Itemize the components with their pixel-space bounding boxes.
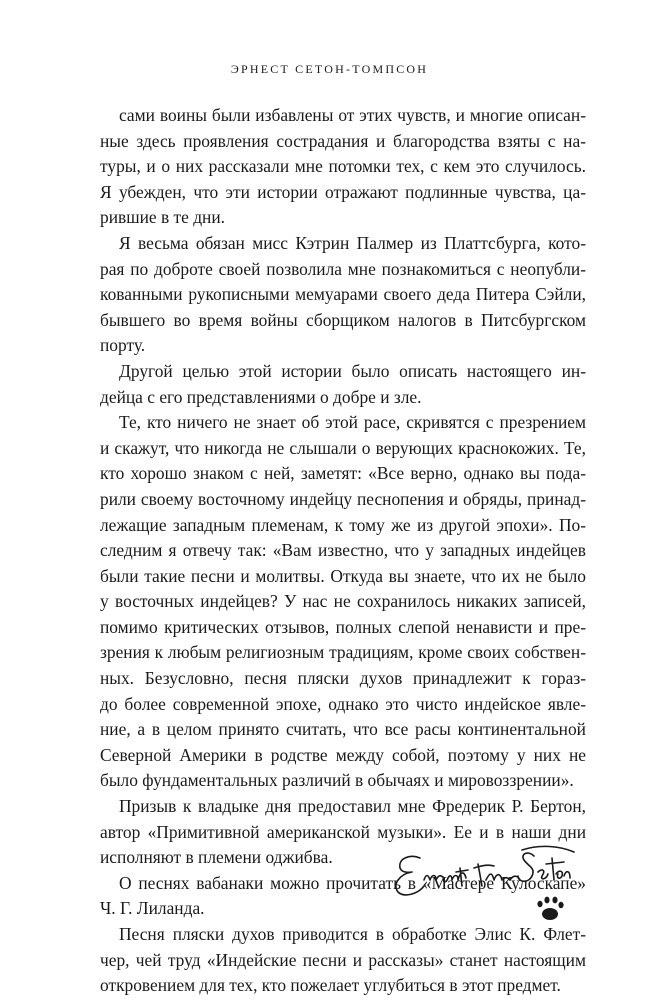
text-line: Песня пляски духов приводится в обработке Элис К. Флет- — [119, 924, 586, 944]
text-line: туры, и о них рассказали мне потомки тех, с кем это случилось. — [100, 156, 586, 177]
text-line: Я весьма обязан мисс Кэтрин Палмер из Платтсбурга, кото- — [119, 232, 586, 253]
text-line: дейца с его представлениями о добре и зле. — [100, 386, 422, 407]
text-line: рая по доброте своей позволила мне познакомиться с неопубли- — [100, 258, 586, 279]
text-line: были такие песни и молитвы. Откуда вы знаете, что их не было — [100, 565, 586, 586]
text-line: Ч. Г. Лиланда. — [100, 898, 205, 919]
text-line: Другой целью этой истории было описать настоящего ин- — [119, 360, 586, 381]
text-line: исполняют в племени оджибва. — [100, 847, 333, 868]
text-line: Те, кто ничего не знает об этой расе, скривятся с презрением — [119, 412, 586, 433]
running-head: ЭРНЕСТ СЕТОН-ТОМПСОН — [230, 62, 429, 76]
paw-print-icon — [537, 897, 563, 920]
text-line: чер, чей труд «Индейские песни и рассказы» станет настоящим — [100, 949, 586, 970]
text-line: Северной Америки в родстве между собой, поэтому у них не — [100, 744, 586, 765]
text-line: и скажут, что никогда не слышали о верующих краснокожих. Те, — [100, 437, 586, 458]
text-line: ных. Безусловно, песня пляски духов принадлежит к гораз- — [100, 668, 586, 689]
text-line: ные здесь проявления сострадания и благородства взяты с на- — [100, 130, 586, 151]
text-line: порту. — [100, 335, 146, 356]
text-line: было фундаментальных различий в обычаях и мировоззрении». — [100, 770, 574, 791]
text-line: Я убежден, что эти истории отражают подлинные чувства, ца- — [100, 181, 586, 202]
text-line: рили своему восточному индейцу песнопения и обряды, принад- — [100, 488, 586, 509]
text-line: О песнях вабанаки можно прочитать в «Мастере Кулоскапе» — [119, 872, 586, 893]
text-line: откровением для тех, кто пожелает углубиться в этот предмет. — [100, 975, 561, 996]
text-line: зрения к любым религиозным традициям, кроме своих собствен- — [100, 642, 586, 663]
text-line: кто хорошо знаком с ней, заметят: «Все верно, однако вы пода- — [100, 463, 586, 484]
text-line: рившие в те дни. — [100, 207, 226, 228]
text-line: до более современной эпохе, однако это чисто индейское явле- — [100, 693, 586, 714]
text-line: у восточных индейцев? У нас не сохранилось никаких записей, — [100, 591, 586, 612]
text-line: бывшего во время войны сборщиком налогов в Питсбургском — [100, 309, 586, 330]
text-line: лежащие западным племенам, к тому же из другой эпохи». По- — [100, 514, 586, 535]
text-line: помимо критических отзывов, полных слепой ненависти и пре- — [100, 616, 586, 637]
text-line: следним я отвечу так: «Вам известно, что у западных индейцев — [100, 540, 586, 561]
author-signature — [382, 828, 578, 928]
text-line: кованными рукописными мемуарами своего деда Питера Сэйли, — [100, 284, 586, 305]
text-line: сами воины были избавлены от этих чувств, и многие описан- — [119, 105, 586, 125]
text-line: ние, а в целом принято считать, что все расы континентальной — [100, 719, 586, 740]
text-line: автор «Примитивной американской музыки». Ее и в наши дни — [100, 821, 586, 842]
text-line: Призыв к владыке дня предоставил мне Фредерик Р. Бертон, — [119, 796, 586, 817]
